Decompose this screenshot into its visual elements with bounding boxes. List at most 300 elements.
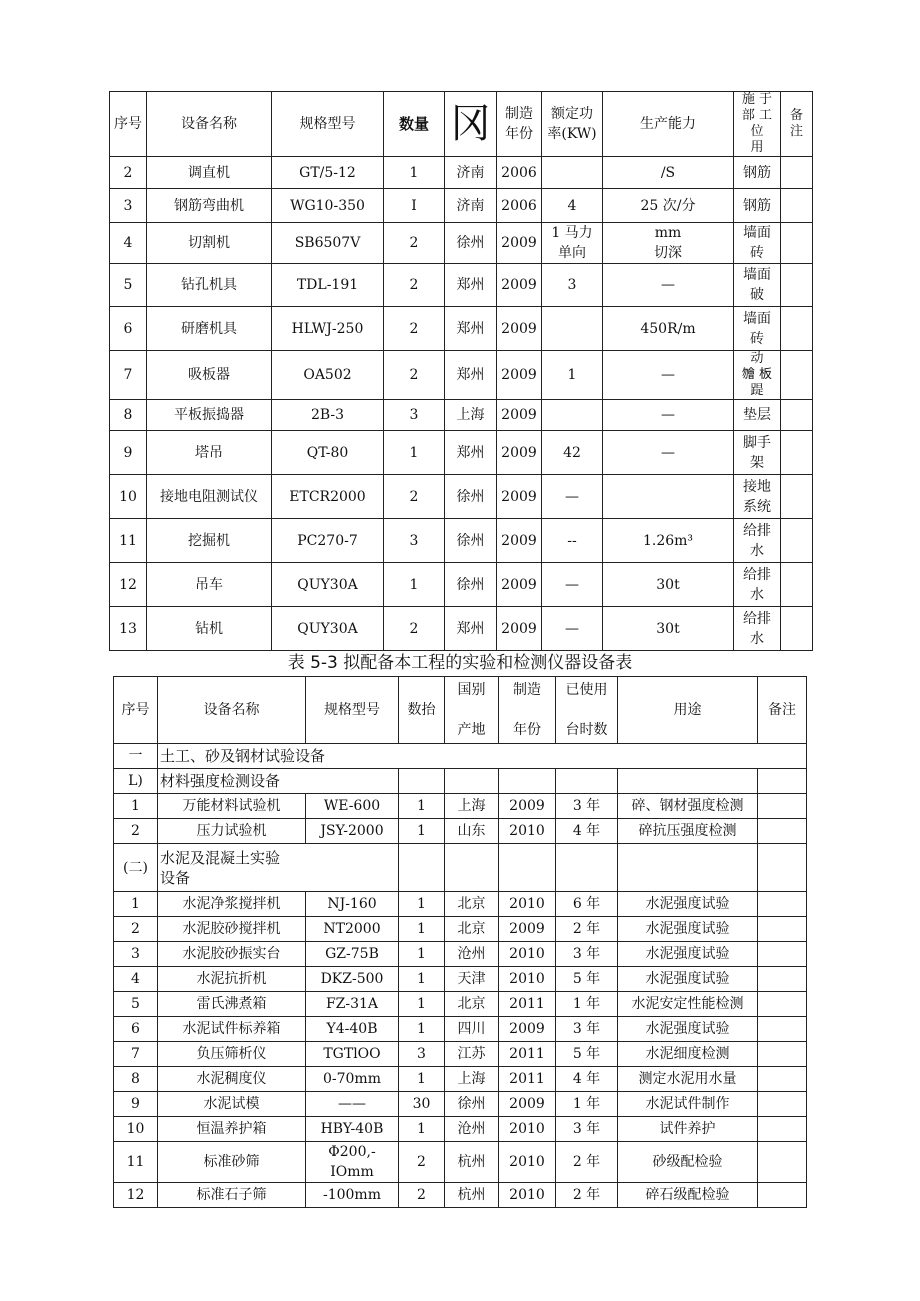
table-cell [781,264,813,307]
table-cell [399,844,445,892]
table-row [110,223,813,264]
table-row [114,942,807,967]
table-cell: 2010 [499,819,556,844]
table-cell: 碎石级配检验 [618,1183,758,1208]
header-cell: 备 注 [781,92,813,157]
table-cell: 2010 [499,1142,556,1183]
table-cell: NJ-160 [306,892,399,917]
header-cell: 序号 [114,677,158,744]
table-cell: — [542,563,603,607]
table-cell [758,794,807,819]
table-cell: 负压筛析仪 [158,1042,306,1067]
table-cell: 7 [110,351,147,400]
table-cell: 5 年 [556,967,618,992]
table-cell: 郑州 [445,607,497,651]
table-cell: 2 [114,917,158,942]
section-row [114,769,807,794]
table-cell: 水泥胶砂搅拌机 [158,917,306,942]
table-cell: 水泥强度试验 [618,917,758,942]
table-cell: 钢筋 [734,189,781,223]
table-cell: 水泥强度试验 [618,942,758,967]
table-cell: 钻机 [147,607,272,651]
header-cell: 备注 [758,677,807,744]
table-cell: 30 [399,1092,445,1117]
table-cell: 2 [399,1142,445,1183]
table-cell: 研磨机具 [147,307,272,351]
table-cell: 垫层 [734,400,781,431]
table-cell: ETCR2000 [272,475,384,519]
table-cell: 2006 [497,157,542,189]
table-cell: 2 年 [556,1183,618,1208]
table-cell: 水泥强度试验 [618,1017,758,1042]
table-row [114,917,807,942]
table-cell: 4 [542,189,603,223]
table-cell: 3 [110,189,147,223]
header-cell: 数量 [384,92,445,157]
table-cell: 3 [399,1042,445,1067]
table-cell: 塔吊 [147,431,272,475]
table-cell: GT/5-12 [272,157,384,189]
table-cell: — [603,264,734,307]
table-cell: 5 年 [556,1042,618,1067]
table-row [110,351,813,400]
table-cell: 1 [399,892,445,917]
header-cell: 设备名称 [158,677,306,744]
table-cell: 1 [384,563,445,607]
table-cell [758,992,807,1017]
table-cell: 墙面 砖 [734,223,781,264]
table-cell [603,475,734,519]
table-cell: 2009 [499,1092,556,1117]
table-cell: 吸板器 [147,351,272,400]
table-cell: DKZ-500 [306,967,399,992]
table-cell: 水泥试件制作 [618,1092,758,1117]
table-cell: 济南 [445,189,497,223]
table-cell: NT2000 [306,917,399,942]
table-cell: 平板振捣器 [147,400,272,431]
table-cell: 1 [399,917,445,942]
table-cell: 北京 [445,992,499,1017]
table-row [114,1183,807,1208]
table-cell: 12 [110,563,147,607]
table-cell: 1 [399,794,445,819]
table-cell: 10 [110,475,147,519]
table-cell: -100mm [306,1183,399,1208]
table-cell: 四川 [445,1017,499,1042]
table-cell: 水泥稠度仪 [158,1067,306,1092]
table-cell: 9 [114,1092,158,1117]
table-cell: 1 [399,992,445,1017]
table-cell: 3 年 [556,1017,618,1042]
table-cell: 徐州 [445,1092,499,1117]
table-cell: 压力试验机 [158,819,306,844]
table-cell: 6 [114,1017,158,1042]
table-cell: 3 [384,519,445,563]
table-cell: 天津 [445,967,499,992]
table-cell: 给排 水 [734,563,781,607]
table-cell [758,1092,807,1117]
table-cell: 2009 [497,307,542,351]
table-cell: 1 年 [556,1092,618,1117]
table-cell: 4 年 [556,1067,618,1092]
table-cell: 2009 [497,351,542,400]
table-cell: 上海 [445,400,497,431]
table-cell: 碎抗压强度检测 [618,819,758,844]
table-cell: 水泥安定性能检测 [618,992,758,1017]
header-cell: 规格型号 [306,677,399,744]
header-cell: 制造 年份 [499,677,556,744]
table-row [110,264,813,307]
table-cell: 上海 [445,1067,499,1092]
table-cell: 2011 [499,1042,556,1067]
table-cell: 2 [114,819,158,844]
table-cell: 3 年 [556,1117,618,1142]
table-cell: 2009 [497,223,542,264]
table-cell [781,351,813,400]
table-cell: 2009 [497,475,542,519]
section-row [114,844,807,892]
section-number: 一 [114,744,158,769]
table-cell: mm 切深 [603,223,734,264]
table-cell: 2010 [499,967,556,992]
table-cell: — [603,400,734,431]
table-cell [781,157,813,189]
table-cell: 2010 [499,942,556,967]
table-cell: 杭州 [445,1183,499,1208]
table-cell: 2B-3 [272,400,384,431]
table-cell: I [384,189,445,223]
table-row [114,1092,807,1117]
table-cell: 2 [384,223,445,264]
equipment-table [109,91,813,651]
table-cell [542,400,603,431]
table-cell: 杭州 [445,1142,499,1183]
table-cell: 郑州 [445,431,497,475]
table-cell: 切割机 [147,223,272,264]
table-cell: 2010 [499,1117,556,1142]
table-cell: PC270-7 [272,519,384,563]
table-cell [781,223,813,264]
table-cell: 2009 [497,400,542,431]
table-cell: 1 马力 单向 [542,223,603,264]
table-cell: 2009 [497,264,542,307]
table-cell: /S [603,157,734,189]
table-cell: 3 [384,400,445,431]
table-cell: 8 [110,400,147,431]
table-cell: 钢筋弯曲机 [147,189,272,223]
table-cell: 沧州 [445,942,499,967]
table-cell: 0-70mm [306,1067,399,1092]
table-cell [758,942,807,967]
table-cell [781,307,813,351]
table-cell: 11 [114,1142,158,1183]
table-cell: 测定水泥用水量 [618,1067,758,1092]
table-cell: 北京 [445,892,499,917]
table-cell: 2 [384,351,445,400]
table-cell: 徐州 [445,519,497,563]
section-title: 水泥及混凝土实验 设备 [158,844,399,892]
section-number: L) [114,769,158,794]
table-caption: 表 5-3 拟配备本工程的实验和检测仪器设备表 [287,653,633,673]
table-cell: 2010 [499,892,556,917]
table-cell: 标准砂筛 [158,1142,306,1183]
table-cell: 2009 [499,794,556,819]
table-row [110,157,813,189]
table-cell: 2009 [497,607,542,651]
table-cell: 接地电阻测试仪 [147,475,272,519]
table-cell [499,844,556,892]
table-cell: 接地 系统 [734,475,781,519]
table-row [114,1142,807,1183]
table-cell: 1.26m³ [603,519,734,563]
header-cell: 国别 产地 [445,677,499,744]
table-cell: 1 [399,1067,445,1092]
section-title: 土工、砂及钢材试验设备 [158,744,807,769]
table-cell: 水泥抗折机 [158,967,306,992]
table-cell: 30t [603,607,734,651]
table-cell: 2010 [499,1183,556,1208]
table-cell [758,1142,807,1183]
table-cell: —— [306,1092,399,1117]
table-cell: 水泥试件标养箱 [158,1017,306,1042]
section-number: (二) [114,844,158,892]
table-cell: 动 𣍐 板 踶 [734,351,781,400]
table-cell: — [603,431,734,475]
table-cell: 2009 [499,917,556,942]
table-cell [758,1117,807,1142]
table-cell [781,475,813,519]
table-cell: OA502 [272,351,384,400]
table-cell: 1 [399,1117,445,1142]
table-cell: 1 [399,942,445,967]
table-cell [758,1183,807,1208]
table-cell [758,769,807,794]
table-cell [542,157,603,189]
table-cell [556,769,618,794]
table-cell: 水泥强度试验 [618,892,758,917]
table-cell: GZ-75B [306,942,399,967]
table-cell: SB6507V [272,223,384,264]
table-cell: 1 [384,431,445,475]
table-cell [758,917,807,942]
table-cell: 水泥试模 [158,1092,306,1117]
header-cell: 序号 [110,92,147,157]
table-cell: 2 [384,264,445,307]
header-cell: 冈 [445,92,497,157]
table-cell: Y4-40B [306,1017,399,1042]
table-cell [758,1067,807,1092]
table-cell: 2011 [499,992,556,1017]
table-cell: 水泥强度试验 [618,967,758,992]
table-cell: 2 [384,475,445,519]
table-cell: 42 [542,431,603,475]
table-cell: 2009 [497,563,542,607]
table-cell: 2011 [499,1067,556,1092]
table-cell: 钢筋 [734,157,781,189]
table-cell: 9 [110,431,147,475]
table-cell [781,400,813,431]
table-cell: FZ-31A [306,992,399,1017]
table-cell: QT-80 [272,431,384,475]
table-cell: TGTlOO [306,1042,399,1067]
table-row [114,1117,807,1142]
table-cell: 1 [114,892,158,917]
header-cell: 设备名称 [147,92,272,157]
table-cell: 2 年 [556,1142,618,1183]
table-cell: 30t [603,563,734,607]
table-cell: 江苏 [445,1042,499,1067]
header-cell: 用途 [618,677,758,744]
table-cell: 2 年 [556,917,618,942]
table-cell: 12 [114,1183,158,1208]
table-cell [781,519,813,563]
table-cell: 11 [110,519,147,563]
table-row [110,307,813,351]
table-cell: 郑州 [445,307,497,351]
table-cell: 山东 [445,819,499,844]
table-row [114,892,807,917]
section-row [114,744,807,769]
table-cell: 2 [384,607,445,651]
header-row [114,677,807,744]
table-cell: 徐州 [445,563,497,607]
table-cell: 水泥胶砂振实台 [158,942,306,967]
table-cell: 水泥细度检测 [618,1042,758,1067]
table-cell: 8 [114,1067,158,1092]
table-cell: 2009 [497,519,542,563]
table-cell: 吊车 [147,563,272,607]
table-cell [758,844,807,892]
table-row [114,967,807,992]
table-cell: 钻孔机具 [147,264,272,307]
table-cell: 沧州 [445,1117,499,1142]
table-cell: 5 [114,992,158,1017]
table-row [110,400,813,431]
table-cell: — [603,351,734,400]
table-cell: 济南 [445,157,497,189]
header-row [110,92,813,157]
table-cell: QUY30A [272,563,384,607]
table-cell: JSY-2000 [306,819,399,844]
table-cell: 1 [114,794,158,819]
table-cell: 徐州 [445,475,497,519]
table-cell: 水泥净浆搅拌机 [158,892,306,917]
table-cell: 3 年 [556,942,618,967]
table-cell: TDL-191 [272,264,384,307]
table-cell: 2009 [497,431,542,475]
table-cell [445,844,499,892]
table-row [114,1067,807,1092]
table-row [114,992,807,1017]
table-row [114,819,807,844]
table-cell: 挖掘机 [147,519,272,563]
table-cell: WG10-350 [272,189,384,223]
table-cell [758,1042,807,1067]
table-cell [542,307,603,351]
table-cell: Φ200,-IOmm [306,1142,399,1183]
table-cell: 450R∕m [603,307,734,351]
table-cell: 恒温养护箱 [158,1117,306,1142]
table-cell [499,769,556,794]
table-cell: 1 [399,967,445,992]
table-cell: HLWJ-250 [272,307,384,351]
table-row [110,475,813,519]
table-cell: 25 次/分 [603,189,734,223]
table-cell: 3 年 [556,794,618,819]
table-cell: -- [542,519,603,563]
table-cell: 墙面 破 [734,264,781,307]
table-cell: 给排 水 [734,519,781,563]
table-cell: 2 [399,1183,445,1208]
table-cell: WE-600 [306,794,399,819]
table-row [110,563,813,607]
header-cell: 额定功 率(KW) [542,92,603,157]
table-row [114,794,807,819]
table-cell: 上海 [445,794,499,819]
table-cell [781,607,813,651]
table-cell: 墙面 砖 [734,307,781,351]
table-row [110,189,813,223]
table-cell: 砂级配检验 [618,1142,758,1183]
table-cell: 郑州 [445,351,497,400]
header-cell: 规格型号 [272,92,384,157]
table-cell: 标准石子筛 [158,1183,306,1208]
table-cell: 调直机 [147,157,272,189]
table-cell [781,563,813,607]
table-cell: 徐州 [445,223,497,264]
table-cell: 2 [110,157,147,189]
table-cell: 雷氏沸煮箱 [158,992,306,1017]
table-cell: 郑州 [445,264,497,307]
header-cell: 数抬 [399,677,445,744]
table-cell: 13 [110,607,147,651]
table-cell: 脚手 架 [734,431,781,475]
table-cell: 4 [110,223,147,264]
table-cell: 1 [399,819,445,844]
table-cell: HBY-40B [306,1117,399,1142]
table-cell [758,819,807,844]
table-cell [781,431,813,475]
table-cell: 6 [110,307,147,351]
table-cell [758,892,807,917]
table-cell: 2009 [499,1017,556,1042]
table-cell [758,1017,807,1042]
table-cell: 北京 [445,917,499,942]
header-cell: 生产能力 [603,92,734,157]
table-cell: 5 [110,264,147,307]
table-row [110,607,813,651]
table-row [114,1017,807,1042]
table-cell: 6 年 [556,892,618,917]
table-cell: 3 [542,264,603,307]
table-cell: QUY30A [272,607,384,651]
table-cell: — [542,607,603,651]
section-title: 材料强度检测设备 [158,769,399,794]
header-cell: 制造 年份 [497,92,542,157]
table-cell [781,189,813,223]
table-cell: 1 [542,351,603,400]
table-cell: 碎、钢材强度检测 [618,794,758,819]
table-cell: — [542,475,603,519]
header-cell: 施 于 部 工 位 用 [734,92,781,157]
table-cell: 1 年 [556,992,618,1017]
table-cell: 3 [114,942,158,967]
table-cell: 万能材料试验机 [158,794,306,819]
table-cell [618,769,758,794]
header-cell: 已使用 台时数 [556,677,618,744]
test-instrument-table [113,676,807,1208]
table-cell: 2 [384,307,445,351]
